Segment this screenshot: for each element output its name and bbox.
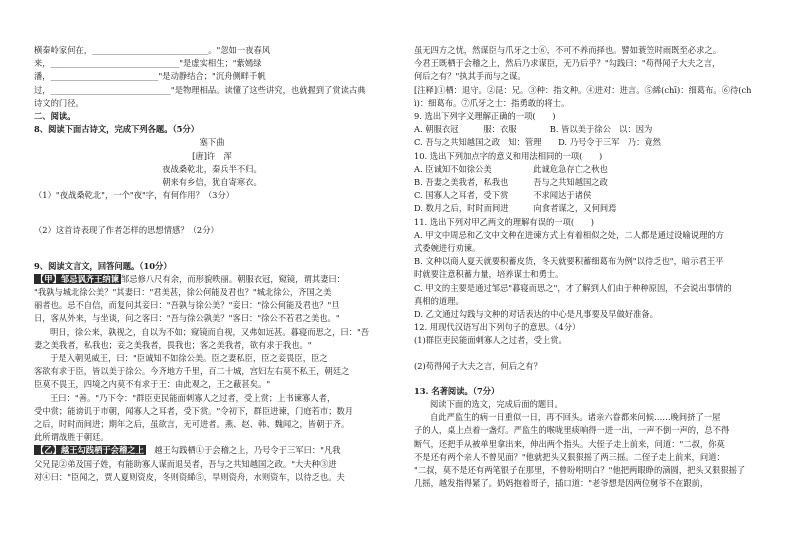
excerpt-line-5: "二叔，莫不是还有两笔银子在那里，不曾吩咐明白？"他把两眼睁的滴圆，把头又狠狠摇了	[414, 465, 746, 476]
fill-line-2: 来，_______________________________"是虚实相生；"紫嫣绿	[34, 58, 262, 69]
q10-option-a: A. 臣诚知不如徐公美 此诚危急存亡之秋也	[414, 163, 608, 174]
poem-author: [唐]许 浑	[192, 150, 232, 161]
fill-line-1: 横秦岭家何在，____________________________。"忽如一夜春风	[34, 45, 271, 55]
question-8-2: （2）这首诗表现了作者怎样的思想情感？（2分）	[34, 225, 219, 236]
question-13: 13. 名著阅读。（7分）	[414, 385, 500, 396]
jia-line-7: 于是入朝见威王，曰："臣诚知不如徐公美。臣之妻私臣，臣之妾畏臣，臣之	[50, 353, 328, 364]
poem-line-1: 夜战桑乾北，秦兵半不归。	[162, 163, 262, 174]
jia-line-8: 客欲有求于臣，皆以美于徐公。今齐地方千里，百二十城，宫妇左右莫不私王，朝廷之	[34, 366, 350, 377]
q11-option-c-2: 真相的道理。	[414, 295, 464, 306]
jia-line-5: 明日，徐公来，孰视之，自以为不如；窥镜而自视，又弗如远甚。暮寝而思之，曰："吾	[50, 326, 370, 337]
question-11: 11. 选出下列对甲乙两文的理解有误的一项( )	[414, 216, 594, 227]
right-column	[414, 44, 770, 491]
q11-option-b-1: B. 文种以商人夏天就要积蓄皮货，冬天就要积蓄细葛布为例"以待乏也"，暗示君王平	[414, 256, 724, 267]
jia-line-3: 丽者也。忌不自信，而复问其妾曰："吾孰与徐公美？"妾曰："徐公何能及君也？"旦	[34, 300, 340, 311]
fill-line-3: 潘，__________________________"是动静结合；"沉舟侧畔千帆	[34, 71, 266, 82]
q13-instruction: 阅读下面的选文，完成后面的题目。	[430, 399, 563, 410]
q9-options-ab: A. 朝服衣冠 服：衣服 B. 皆以美于徐公 以：因为	[414, 124, 653, 135]
q12-sentence-1: (1)群臣吏民能面刺寡人之过者，受上赏。	[414, 335, 567, 346]
jia-line-13: 此所谓战胜于朝廷。	[34, 432, 109, 443]
jia-line-12: 之后，时时而间进；期年之后，虽欲言，无可进者。燕、赵、韩、魏闻之，皆朝于齐。	[34, 419, 350, 430]
jia-line-11: 受中赏；能谤讥于市朝，闻寡人之耳者，受下赏。"令初下，群臣进谏，门庭若市；数月	[34, 405, 354, 416]
excerpt-line-1: 自此严监生的病一日重似一日，再不回头。诸亲六眷都来问候……晚间挤了一屋	[430, 412, 721, 423]
poem-line-2: 朝来有乡信，犹自寄寒衣。	[162, 177, 262, 188]
question-9: 9、阅读文言文，回答问题。（10分）	[34, 260, 172, 271]
q10-option-d: D. 数月之后，时时而间进 向食者谋之，又何间焉	[414, 203, 617, 214]
notes-line-1: [注释]①栖：退守。②昆：兄。③种：指文种。④进对：进言。⑤絺(chī)：细葛布。⑥待(ch	[414, 84, 752, 95]
jia-line-10: 王曰："善。"乃下令："群臣吏民能面刺寡人之过者，受上赏；上书谏寡人者，	[50, 392, 336, 403]
q11-option-a-1: A. 甲文中周忌和乙文中文种在进谏方式上有着相似之处，二人都是通过设喻说理的方	[414, 229, 724, 240]
q11-option-a-2: 式委婉进行劝谏。	[414, 243, 481, 254]
left-column	[34, 44, 390, 484]
jia-line-2: "我孰与城北徐公美？"其妻曰："君美甚，徐公何能及君也？"城北徐公，齐国之美	[34, 287, 332, 298]
q11-option-c-1: C. 甲文的主要是通过邹忌"暮寝而思之"，才了解到人们由于种种原因，不会说出事情的	[414, 282, 732, 293]
yi-line-3: 对④曰："臣闻之，贾人夏则资皮，冬则资絺⑤，旱则资舟，水则资车，以待乏也。夫	[34, 471, 345, 482]
question-12: 12. 用现代汉语写出下列句子的意思。（4分）	[414, 322, 581, 333]
jia-line-4: 日，客从外来，与坐谈，问之客曰："吾与徐公孰美？"客曰："徐公不若君之美也。"	[34, 313, 340, 324]
q11-option-d: D. 乙文通过勾践与文种的对话表达的中心是凡事要及早做好准备。	[414, 309, 658, 320]
yi-line-1: 越王勾践栖①于会稽之上，乃号令于三军曰："凡我	[154, 445, 341, 456]
q10-option-c: C. 国寡人之耳者，受下赏 不求闻达于诸侯	[414, 190, 592, 201]
question-8-1: （1）"夜战桑乾北"，一个"夜"字，有何作用？（3分）	[34, 190, 235, 201]
excerpt-line-2: 子的人，桌上点着一盏灯。严监生的喉咙里痰响得一进一出，一声不倒一声的，总不得	[414, 425, 730, 436]
jia-line-9: 臣莫不畏王，四境之内莫不有求于王：由此观之，王之蔽甚矣。"	[34, 379, 271, 390]
fill-line-4: 过，_____________________________"是物理相品。读懂了这些讲究，也就握到了赏读古典	[34, 84, 366, 95]
passage-jia-label: 【甲】邹忌讽齐王纳谏	[36, 273, 119, 284]
jia-line-6: 妻之美我者，私我也；妾之美我者，畏我也；客之美我者，欲有求于我也。"	[34, 339, 312, 350]
excerpt-line-6: 几摇，越发指得紧了。奶妈抱着哥子，插口道："老爷想是因两位舅爷不在跟前，	[414, 478, 709, 489]
yi-line-5: 今君王既栖于会稽之上，然后乃求谋臣，无乃后乎？"勾践曰："苟得闻子大夫之言，	[414, 58, 721, 69]
notes-line-2: ì)：细葛布。⑦爪牙之士：指勇敢的将士。	[414, 97, 570, 108]
excerpt-line-3: 断气，还把手从被单里拿出来，伸出两个指头。大侄子走上前来，问道："二叔，你莫	[414, 438, 725, 449]
yi-line-2: 父兄昆②弟及国子姓，有能助寡人谋而退吴者，吾与之共知越国之政。"大夫种③进	[34, 458, 337, 469]
q10-option-b: B. 吾妻之美我者，私我也 吾与之共知越国之政	[414, 177, 608, 188]
yi-line-4: 虽无四方之忧，然谋臣与爪牙之士⑥，不可不养而择也。譬如蓑笠时雨既至必求之。	[414, 45, 721, 55]
fill-line-5: 诗文的门径。	[34, 97, 84, 108]
q12-sentence-2: (2)苟得闻子大夫之言，何后之有？	[414, 360, 542, 371]
q9-options-cd: C. 吾与之共知越国之政 知：管理 D. 乃号令于三军 乃：竟然	[414, 137, 661, 148]
jia-line-1: 邹忌修八尺有余，而形貌昳丽。朝服衣冠，窥镜，谓其妻曰：	[120, 273, 346, 284]
section-heading-reading: 二、阅读。	[34, 111, 76, 122]
yi-line-6: 何后之有？"执其手而与之谋。	[414, 71, 526, 82]
excerpt-line-4: 不是还有两个亲人不曾见面？"他就把头又狠狠摇了两三摇。二侄子走上前来，问道：	[414, 451, 725, 462]
question-9-sub: 9. 选出下列字义理解正确的一项( )	[414, 111, 556, 122]
poem-title: 塞下曲	[199, 137, 225, 148]
question-10: 10. 选出下列加点字的意义和用法相同的一项( )	[414, 150, 603, 161]
passage-yi-label: 【乙】越王勾践栖于会稽之上	[36, 445, 144, 456]
question-8: 8、阅读下面古诗文，完成下列各题。（5分）	[34, 124, 200, 135]
q11-option-b-2: 时就要注意积蓄力量，培养谋士和勇士。	[414, 269, 564, 280]
